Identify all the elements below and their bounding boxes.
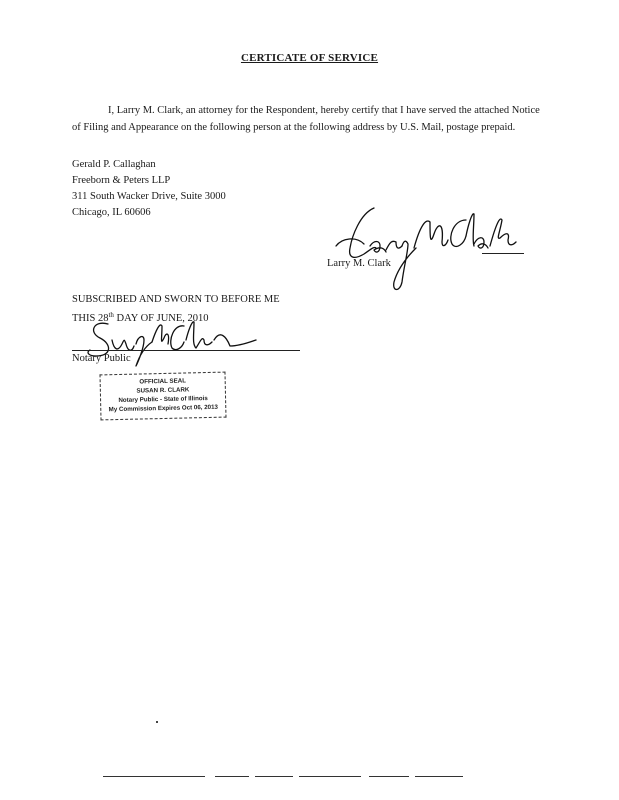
recipient-street: 311 South Wacker Drive, Suite 3000 — [72, 191, 226, 202]
attorney-signature — [330, 196, 530, 296]
seal-line-2: SUSAN R. CLARK — [136, 386, 190, 395]
recipient-firm: Freeborn & Peters LLP — [72, 175, 171, 186]
signer-name: Larry M. Clark — [327, 258, 391, 269]
jurat-date-ordinal: th — [108, 310, 114, 319]
footer-rule — [103, 776, 473, 786]
footer-rule-segment — [299, 776, 361, 777]
recipient-name: Gerald P. Callaghan — [72, 159, 156, 170]
certification-text: I, Larry M. Clark, an attorney for the Respondent, hereby certify that I have served the attached Notice of Filing and Appearance on the following person at the following address by U.S. Mail, postage prepaid. — [72, 105, 540, 133]
recipient-address-block — [72, 157, 226, 221]
seal-line-4: My Commission Expires Oct 06, 2013 — [108, 403, 219, 414]
document-title: CERTICATE OF SERVICE — [240, 52, 379, 64]
certification-paragraph — [72, 103, 540, 136]
jurat-line-1: SUBSCRIBED AND SWORN TO BEFORE ME — [72, 294, 280, 305]
jurat-date-prefix: THIS 28 — [72, 312, 109, 324]
footer-rule-segment — [415, 776, 463, 777]
footer-rule-segment — [369, 776, 409, 777]
notary-signature-line — [72, 350, 300, 351]
seal-line-1: OFFICIAL SEAL — [139, 377, 187, 386]
seal-line-3: Notary Public - State of Illinois — [118, 394, 208, 405]
notary-public-label: Notary Public — [72, 353, 131, 364]
stray-mark — [156, 721, 158, 723]
jurat-date-suffix: DAY OF JUNE, 2010 — [113, 312, 209, 324]
recipient-city: Chicago, IL 60606 — [72, 207, 151, 218]
footer-rule-segment — [215, 776, 249, 777]
footer-rule-segment — [255, 776, 293, 777]
footer-rule-segment — [103, 776, 205, 777]
attorney-signature-line — [482, 253, 524, 254]
notary-official-seal-stamp — [100, 373, 226, 419]
seal-text — [100, 376, 227, 415]
